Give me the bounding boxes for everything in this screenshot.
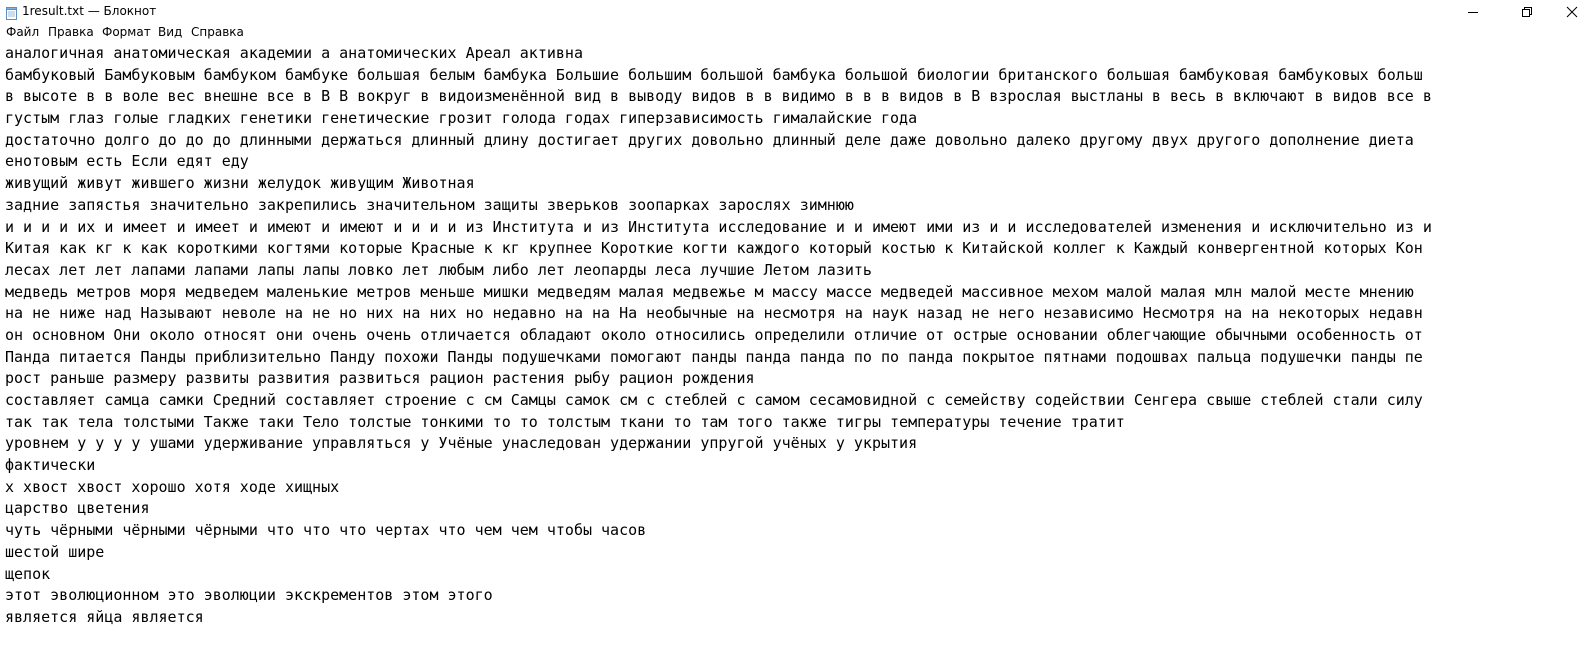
text-line: лесах лет лет лапами лапами лапы лапы ловко лет любым либо лет леопарды леса лучшие Летом лазить — [5, 260, 872, 279]
close-icon — [1566, 6, 1578, 18]
window-edge — [1567, 42, 1594, 666]
menu-edit[interactable]: Правка — [48, 25, 94, 39]
text-line: на не ниже над Называют неволе на не но них на них но недавно на на На необычные на несмотря на наук назад не него независимо Несмотря на на некоторых недавн — [5, 304, 1423, 323]
text-line: Китая как кг к как короткими когтями которые Красные к кг крупнее Короткие когти каждого который костью к Китайской коллег к Каждый конвергентной которых Кон — [5, 239, 1423, 258]
title-bar[interactable] — [0, 0, 1594, 24]
window-title: 1result.txt — Блокнот — [22, 4, 157, 18]
text-line: достаточно долго до до до длинными держаться длинный длину достигает других довольно длинный деле даже довольно далеко другому двух другого дополнение диета — [5, 130, 1414, 149]
minimize-icon — [1467, 6, 1479, 18]
text-line: Панда питается Панды приблизительно Панду похожи Панды подушечками помогают панды панда панда по по панда покрытое пятнами подошвах пальца подушечки панды пе — [5, 347, 1423, 366]
notepad-icon — [6, 5, 17, 18]
text-line: так так тела толстыми Также таки Тело толстые тонкими то то толстым ткани то там того также тигры температуры течение тратит — [5, 412, 1125, 431]
text-line: х хвост хвост хорошо хотя ходе хищных — [5, 477, 340, 496]
text-line: фактически — [5, 456, 96, 475]
text-line: аналогичная анатомическая академии а анатомических Ареал активна — [5, 44, 583, 62]
menu-bar — [0, 23, 1594, 42]
text-line: уровнем у у у у ушами удерживание управляться у Учёные унаследован удержании упругой учёных у укрытия — [5, 434, 918, 453]
menu-file[interactable]: Файл — [6, 25, 40, 39]
vertical-scrollbar[interactable] — [1550, 42, 1567, 666]
menu-help[interactable]: Справка — [191, 25, 244, 39]
menu-format[interactable]: Формат — [102, 25, 151, 39]
text-line: енотовым есть Если едят еду — [5, 152, 249, 171]
text-line: этот эволюционном это эволюции экскрементов этом этого — [5, 586, 493, 605]
text-line: он основном Они около относят они очень очень отличается обладают около относились определили отличие от острые основании облегчающие обычными особенность от — [5, 325, 1423, 344]
minimize-button[interactable] — [1451, 0, 1495, 24]
text-line: живущий живут жившего жизни желудок живущим Животная — [5, 174, 475, 193]
maximize-button[interactable] — [1505, 0, 1549, 24]
maximize-icon — [1521, 6, 1533, 18]
text-line: царство цветения — [5, 499, 150, 518]
text-line: рост раньше размеру развиты развития развиться рацион растения рыбу рацион рождения — [5, 369, 755, 388]
close-button[interactable] — [1550, 0, 1594, 24]
text-line: является яйца является — [5, 607, 204, 626]
text-line: бамбуковый Бамбуковым бамбуком бамбуке большая белым бамбука Большие большим большой бамбука большой биологии британского большая бамбуковая бамбуковых больш — [5, 65, 1423, 84]
text-line: медведь метров моря медведем маленькие метров меньше мишки медведям малая медвежье м массу массе медведей массивное мехом малой малая млн малой месте мнению — [5, 282, 1414, 301]
text-line: составляет самца самки Средний составляет строение с см Самцы самок см с стеблей с самом сесамовидной с семейству содействии Сенгера свыше стеблей стали силу — [5, 391, 1423, 409]
text-line: и и и и их и имеет и имеет и имеют и имеют и и и и из Института и из Института исследование и и имеют ими из и и исследователей изменения и исключительно из и — [5, 217, 1432, 236]
text-line: чуть чёрными чёрными чёрными что что что чертах что чем чем чтобы часов — [5, 521, 647, 540]
text-line: в высоте в в воле вес внешне все в В В вокруг в видоизменённой вид в выводу видов в в видимо в в в видов в В взрослая выстланы в весь в включают в видов все в — [5, 87, 1432, 106]
text-line: густым глаз голые гладких генетики генетические грозит голода годах гиперзависимость гималайские года — [5, 109, 918, 128]
menu-view[interactable]: Вид — [158, 25, 183, 39]
document-text[interactable] — [5, 43, 1550, 663]
text-line: шестой шире — [5, 542, 105, 561]
text-line: щепок — [5, 564, 51, 583]
text-line: задние запястья значительно закрепились значительном защиты зверьков зоопарках зарослях зимнюю — [5, 195, 854, 214]
text-editor[interactable] — [0, 42, 1594, 666]
